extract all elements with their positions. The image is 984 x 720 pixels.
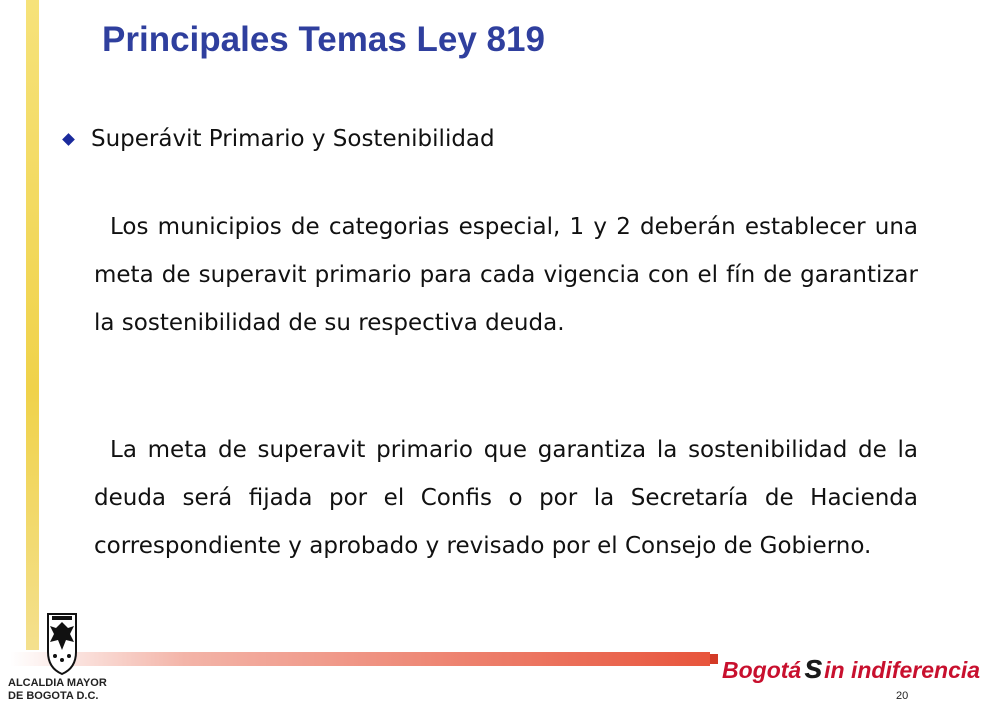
diamond-bullet-icon xyxy=(62,133,75,146)
alcaldia-seal-text xyxy=(8,677,107,703)
bullet-item xyxy=(60,126,495,152)
page-number: 20 xyxy=(896,690,909,702)
seal-line-2: DE BOGOTA D.C. xyxy=(8,690,99,702)
footer-stripe xyxy=(10,652,710,666)
bullet-text: Superávit Primario y Sostenibilidad xyxy=(91,126,495,152)
slide-title: Principales Temas Ley 819 xyxy=(102,20,545,59)
seal-line-1: ALCALDIA MAYOR xyxy=(8,677,107,689)
paragraph-1: Los municipios de categorias especial, 1 y 2 deberán establecer una meta de superavit primario para cada vigencia con el fín de garantizar la sostenibilidad de su respectiva deuda. xyxy=(94,214,918,336)
brand-s-glyph: s xyxy=(804,648,824,686)
brand-word-1: Bogotá xyxy=(722,657,802,683)
paragraph-2: La meta de superavit primario que garantiza la sostenibilidad de la deuda será fijada por el Confis o por la Secretaría de Hacienda correspondiente y aprobado y revisado por el Consejo de Gobierno. xyxy=(94,437,918,559)
left-accent-bar xyxy=(26,0,39,650)
brand-word-2: in indiferencia xyxy=(824,657,981,683)
bogota-crest-icon xyxy=(42,612,82,676)
bogota-brand-logo xyxy=(718,648,984,687)
